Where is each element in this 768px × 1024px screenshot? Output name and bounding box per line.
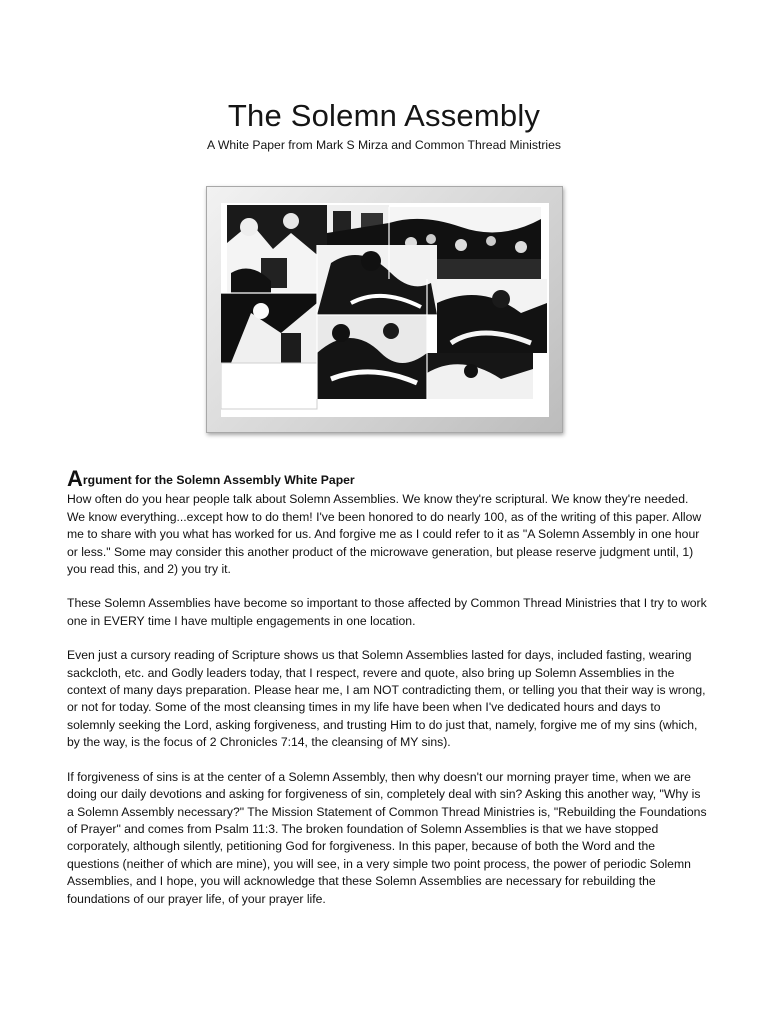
photo-collage-icon — [221, 203, 549, 417]
document-body — [67, 466, 707, 925]
page-subtitle: A White Paper from Mark S Mirza and Common Thread Ministries — [206, 138, 561, 152]
page-title: The Solemn Assembly — [227, 98, 541, 133]
heading-text: rgument for the Solemn Assembly White Paper — [82, 473, 355, 487]
photo-collage-image — [221, 203, 549, 417]
paragraph-4: If forgiveness of sins is at the center of a Solemn Assembly, then why doesn't our morning prayer time, when we are doing our daily devotions and asking for forgiveness of sin, completely deal with sin? Asking this another way, "Why is a Solemn Assembly necessary?" The Mission Statement of Common Thread Ministries is, "Rebuilding the Foundations of Prayer" and comes from Psalm 11:3. The broken foundation of Solemn Assemblies is that we have stopped corporately, although silently, petitioning God for forgiveness. In this paper, because of both the Word and the questions (neither of which are mine), you will see, in a very simple two point process, the power of periodic Solemn Assemblies, and I hope, you will acknowledge that these Solemn Assemblies are necessary for rebuilding the foundations of our prayer life, of your prayer life. — [67, 769, 707, 906]
photo-frame — [206, 186, 563, 433]
paragraph-3: Even just a cursory reading of Scripture shows us that Solemn Assemblies lasted for days, included fasting, wearing sackcloth, etc. and Godly leaders today, that I respect, revere and quote, also bring up Solemn Assemblies in the context of many days preparation. Please hear me, I am NOT contradicting them, or telling you that their way is wrong, or not for today. Some of the most cleansing times in my life have been when I've dedicated hours and days to solemnly seeking the Lord, asking forgiveness, and trusting Him to do just that, namely, forgive me of my sins (which, by the way, is the focus of 2 Chronicles 7:14, the cleansing of MY sins). — [67, 648, 706, 750]
heading-drop-cap: A — [67, 466, 83, 491]
section-heading — [67, 466, 707, 491]
paragraph-2: These Solemn Assemblies have become so important to those affected by Common Thread Ministries that I try to work one in EVERY time I have multiple engagements in one location. — [67, 596, 707, 628]
paragraph-1: How often do you hear people talk about Solemn Assemblies. We know they're scriptural. We know they're needed. We know everything...except how to do them! I've been honored to do nearly 100, as of the writing of this paper. Allow me to share with you what has worked for us. And forgive me as I could refer to it as "A Solemn Assembly in one hour or less." Some may consider this another product of the microwave generation, but please reserve judgment until, 1) you read this, and 2) you try it. — [67, 492, 702, 577]
